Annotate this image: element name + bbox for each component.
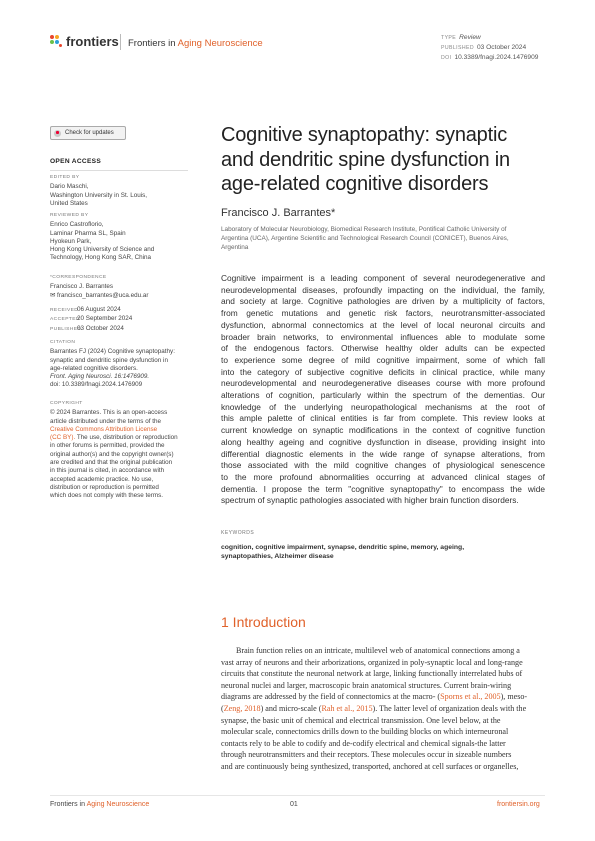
abstract-line: those associated with the mild cognitive changes of physiological senescence	[221, 460, 545, 471]
copyright-line: article distributed under the terms of the	[50, 417, 161, 425]
reviewer-line: Laminar Pharma SL, Spain	[50, 229, 126, 237]
logo-wordmark: frontiers	[66, 34, 119, 49]
correspondent-email[interactable]: ✉ francisco_barrantes@uca.edu.ar	[50, 291, 149, 299]
abstract-line: differential diagnostic elements in the wide range of synapse alterations, from	[221, 448, 545, 459]
abstract-line: of the endogenous factors. Otherwise healthy older adults can be expected	[221, 343, 545, 354]
cc-by-link[interactable]: (CC BY).	[50, 434, 76, 442]
intro-line: (Zeng, 2018) and micro-scale (Rah et al., 2015). The latter level of organization deals with the	[221, 703, 527, 713]
keywords	[221, 543, 551, 562]
published-date: 03 October 2024	[77, 324, 124, 332]
edited-by-block	[50, 174, 190, 208]
citation-label: CITATION	[50, 340, 76, 345]
journal-prefix: Frontiers in	[128, 38, 176, 49]
correspondence-label: *CORRESPONDENCE	[50, 275, 107, 280]
citation-link[interactable]: Zeng, 2018	[223, 703, 261, 713]
copyright-line: original author(s) and the copyright owner(s)	[50, 450, 174, 458]
abstract-line: current knowledge on synaptic modifications in the context of cognitive function	[221, 425, 545, 436]
title-line: Cognitive synaptopathy: synaptic	[221, 124, 507, 146]
footer-journal-name: Aging Neuroscience	[86, 801, 150, 808]
intro-line: Brain function relies on an intricate, multilevel web of anatomical connections among a	[236, 646, 520, 655]
abstract-line: neurodevelopmental and neurodegenerative diseases course with more profound	[221, 378, 545, 389]
received-date: 06 August 2024	[77, 306, 121, 313]
abstract-line: to the more profound abnormalities occurring at advanced clinical stages of	[221, 471, 545, 482]
type-value: Review	[459, 34, 481, 41]
affiliation-line: Argentina (UCA), Argentine Scientific and Technological Research Council (CONICET), Buenos Aires,	[221, 234, 509, 242]
published-value: 03 October 2024	[477, 44, 527, 51]
copyright-line: © 2024 Barrantes. This is an open-access	[50, 409, 168, 417]
intro-line: molecular scale, connectomics drills down to the building blocks on which interneuronal	[221, 727, 509, 737]
header-divider	[120, 34, 121, 50]
copyright-block	[50, 400, 190, 501]
reviewer-line: Hong Kong University of Science and	[50, 246, 155, 254]
correspondence-block	[50, 274, 190, 300]
abstract	[221, 273, 545, 507]
intro-line: contacts rely to be able to codify and de-codify electrical and chemical signals-the latter	[221, 738, 506, 748]
citation-line: synaptic and dendritic spine dysfunction in	[50, 356, 168, 364]
accepted-label: ACCEPTED	[50, 317, 80, 323]
introduction-text	[221, 645, 545, 773]
reviewer-line: Hyokeun Park,	[50, 237, 92, 245]
intro-line: synapse, the basic unit of chemical and electrical transmission. One level below, at the	[221, 715, 501, 725]
abstract-line: dementia. I propose the term "cognitive synaptopathy" to encompass the wide	[221, 483, 545, 494]
abstract-line: into the category of subjective cognitive deficits in clinical practice, while many	[221, 366, 545, 377]
affiliation-line: Laboratory of Molecular Neurobiology, Biomedical Research Institute, Pontifical Catholic University of	[221, 226, 507, 233]
correspondent-name: Francisco J. Barrantes	[50, 283, 113, 291]
copyright-line: in this journal is cited, in accordance with	[50, 467, 165, 475]
abstract-line: from genetic mutations and genetic risk factors, neurotransmitter-associated	[221, 308, 545, 319]
type-label: TYPE	[441, 35, 457, 41]
sidebar-divider	[50, 170, 188, 171]
abstract-line: knowledge of the underlying neuropathological mechanisms at the root of	[221, 401, 545, 412]
copyright-line: The use, distribution or reproduction	[75, 434, 178, 442]
reviewed-by-label: REVIEWED BY	[50, 213, 89, 218]
intro-line: and are continuously being synthesized, transported, anchored at cell surfaces or organelles,	[221, 761, 519, 771]
reviewer-line: Enrico Castroflorio,	[50, 221, 104, 229]
abstract-line: alterations of cognition, particularly within the spectrum of the dementias. Our	[221, 390, 545, 401]
received-label: RECEIVED	[50, 308, 79, 313]
copyright-line: which does not comply with these terms.	[50, 492, 164, 500]
frontiers-logo[interactable]	[50, 34, 119, 49]
published-label: PUBLISHED	[50, 326, 82, 332]
affiliation-line: Argentina	[221, 243, 249, 251]
section-heading: 1 Introduction	[221, 614, 306, 630]
journal-name[interactable]	[128, 38, 263, 49]
intro-line: neuronal nuclei and larger, macroscopic brain anatomical structures. Current brain-wiring	[221, 680, 512, 690]
footer-divider	[50, 795, 545, 796]
dates-block	[50, 306, 190, 334]
editor-line: Washington University in St. Louis,	[50, 191, 148, 199]
footer-site-link[interactable]: frontiersin.org	[497, 801, 540, 808]
cc-license-link[interactable]: Creative Commons Attribution License	[50, 425, 158, 433]
doi-value[interactable]: 10.3389/fnagi.2024.1476909	[454, 54, 539, 61]
abstract-line: this ample palette of clinical entities is far from complete. This review looks at	[221, 413, 545, 424]
footer-journal[interactable]	[50, 801, 149, 808]
title-line: and dendritic spine dysfunction in	[221, 148, 510, 171]
keywords-label: KEYWORDS	[221, 530, 255, 536]
check-for-updates-label: Check for updates	[65, 130, 114, 136]
abstract-line: dysfunction, abnormal connectomics at the level of local neuronal circuits and	[221, 319, 545, 330]
copyright-line: distribution or reproduction is permitted	[50, 483, 159, 491]
article-meta	[441, 33, 538, 63]
intro-line: vast array of neurons and their arborizations, organized in poly-synaptic local and long-range	[221, 657, 523, 667]
accepted-date: 20 September 2024	[77, 315, 133, 323]
edited-by-label: EDITED BY	[50, 175, 80, 180]
footer-journal-prefix: Frontiers in	[50, 801, 86, 808]
page-number: 01	[290, 801, 298, 808]
abstract-line: to experience some degree of mild cognitive impairment, some of which fall	[221, 354, 545, 365]
citation-block	[50, 339, 190, 390]
intro-line: diagrams are addressed by the field of connectomics at the macro- (Sporns et al., 2005), meso-	[221, 692, 528, 702]
reviewed-by-block	[50, 212, 190, 263]
abstract-line: along healthy ageing and cognitive dysfunction in disease, providing insight into	[221, 436, 545, 447]
copyright-label: COPYRIGHT	[50, 401, 83, 406]
citation-line: age-related cognitive disorders.	[50, 364, 138, 372]
intro-line: circuits that constitute the neuronal network at large, linking functionally interrelated hubs of	[221, 669, 523, 679]
reviewer-line: Technology, Hong Kong SAR, China	[50, 254, 152, 262]
citation-link[interactable]: Sporns et al., 2005	[440, 692, 501, 702]
affiliation	[221, 226, 556, 252]
doi-label: DOI	[441, 55, 452, 61]
copyright-line: in other forums is permitted, provided the	[50, 442, 165, 450]
citation-line: Front. Aging Neurosci. 16:1476909.	[50, 373, 150, 381]
editor-line: Dario Maschi,	[50, 183, 89, 191]
abstract-line: spectrum of synaptic pathologies associated with higher brain function disorders.	[221, 495, 519, 506]
abstract-line: Cognitive impairment is a leading component of several neurodegenerative and	[221, 273, 545, 283]
copyright-line: are credited and that the original publication	[50, 459, 173, 467]
journal-title: Aging Neuroscience	[177, 38, 263, 49]
article-title	[221, 123, 561, 197]
keywords-line: synaptopathies, Alzheimer disease	[221, 553, 334, 561]
abstract-line: broader brain networks, to environmental influences able to modulate some	[221, 331, 545, 342]
crossmark-icon	[54, 130, 61, 137]
editor-line: United States	[50, 199, 88, 207]
abstract-line: neurodevelopmental diseases, profoundly impacting on the individual, the family,	[221, 284, 545, 295]
keywords-line: cognition, cognitive impairment, synapse, dendritic spine, memory, ageing,	[221, 544, 465, 551]
frontiers-logo-icon	[50, 35, 63, 48]
citation-line[interactable]: doi: 10.3389/fnagi.2024.1476909	[50, 381, 143, 389]
intro-line: through neurotransmitters and their receptors. These molecules occur in sizeable numbers	[221, 750, 512, 760]
title-line: age-related cognitive disorders	[221, 173, 489, 195]
abstract-line: and society at large. Cognitive pathologies are driven by a multiplicity of factors,	[221, 296, 545, 307]
copyright-line: accepted academic practice. No use,	[50, 475, 154, 483]
published-label: PUBLISHED	[441, 45, 475, 51]
author-name[interactable]: Francisco J. Barrantes*	[221, 207, 336, 219]
citation-link[interactable]: Rah et al., 2015	[321, 703, 373, 713]
open-access-label: OPEN ACCESS	[50, 158, 102, 165]
check-for-updates-button[interactable]	[50, 126, 126, 140]
citation-line: Barrantes FJ (2024) Cognitive synaptopathy:	[50, 348, 175, 356]
